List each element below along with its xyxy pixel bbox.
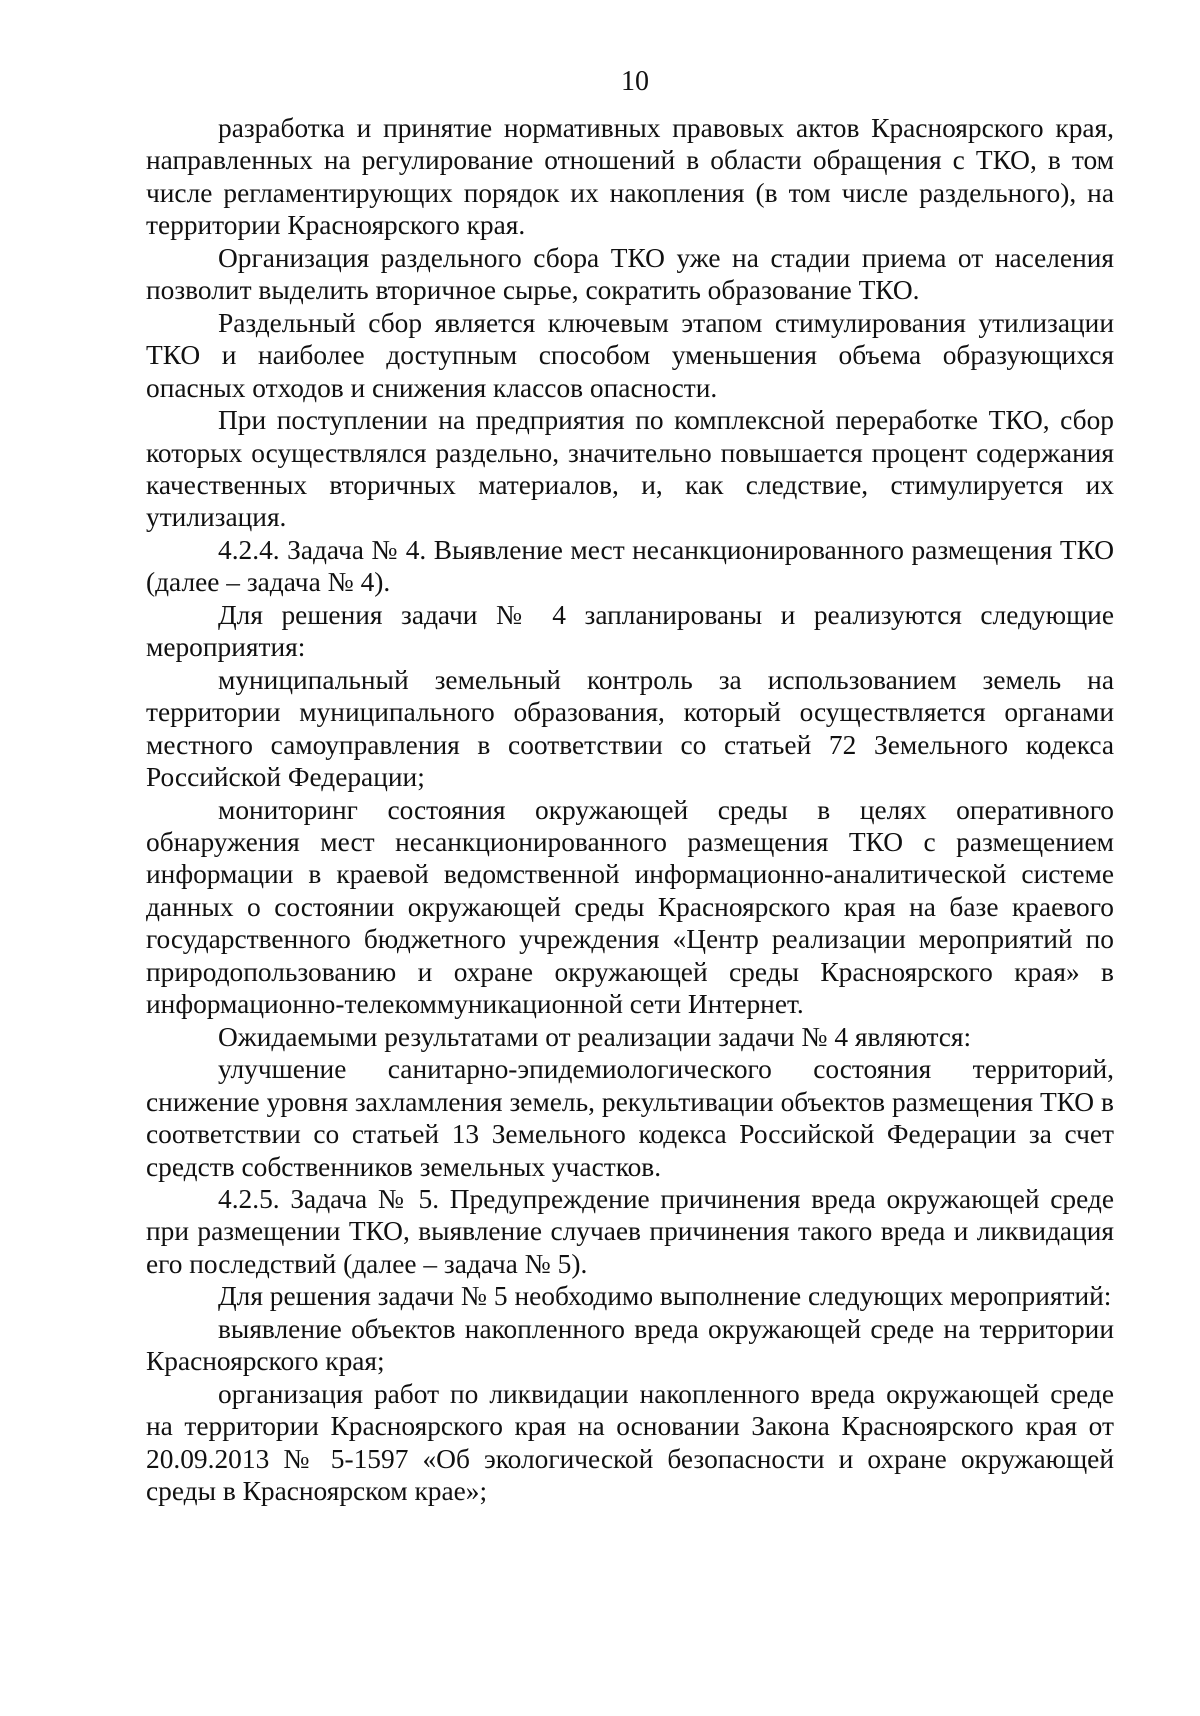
paragraph-task-4-measures-intro: Для решения задачи № 4 запланированы и реализуются следующие мероприятия:: [146, 599, 1114, 663]
paragraph-legal-acts: разработка и принятие нормативных правовых актов Красноярского края, направленных на регулирование отношений в области обращения с ТКО, в том числе регламентирующих порядок их накопления (в том числе раздельного), на территории Красноярского края.: [146, 113, 1114, 241]
paragraph-task-4-results-intro: Ожидаемыми результатами от реализации задачи № 4 являются:: [218, 1021, 972, 1052]
list-item-sanitary-improvement: улучшение санитарно-эпидемиологического состояния территорий, снижение уровня захламления земель, рекультивации объектов размещения ТКО в соответствии со статьей 13 Земельного кодекса Российской Федерации за счет средств собственников земельных участков.: [146, 1054, 1114, 1182]
paragraph-processing-enterprises: При поступлении на предприятия по комплексной переработке ТКО, сбор которых осуществлялся раздельно, значительно повышается процент содержания качественных вторичных материалов, и, как следствие, стимулируется их утилизация.: [146, 405, 1114, 533]
heading-task-5: 4.2.5. Задача № 5. Предупреждение причинения вреда окружающей среде при размещении ТКО, выявление случаев причинения такого вреда и ликвидация его последствий (далее – задача № 5).: [146, 1183, 1114, 1279]
heading-task-4: 4.2.4. Задача № 4. Выявление мест несанкционированного размещения ТКО (далее – задача № 4).: [146, 534, 1114, 598]
paragraph-task-5-measures-intro: Для решения задачи № 5 необходимо выполнение следующих мероприятий:: [218, 1281, 1112, 1312]
page-number: 10: [621, 66, 649, 97]
document-body: [146, 112, 1114, 1507]
list-item-identify-accumulated-harm: выявление объектов накопленного вреда окружающей среде на территории Красноярского края;: [146, 1313, 1114, 1377]
list-item-environment-monitoring: мониторинг состояния окружающей среды в целях оперативного обнаружения мест несанкционированного размещения ТКО с размещением информации в краевой ведомственной информационно-аналитической системе данных о состоянии окружающей среды Красноярского края на базе краевого государственного бюджетного учреждения «Центр реализации мероприятий по природопользованию и охране окружающей среды Красноярского края» в информационно-телекоммуникационной сети Интернет.: [146, 794, 1114, 1020]
list-item-land-control: муниципальный земельный контроль за использованием земель на территории муниципального образования, который осуществляется органами местного самоуправления в соответствии со статьей 72 Земельного кодекса Российской Федерации;: [146, 664, 1114, 793]
paragraph-separate-collection-key-stage: Раздельный сбор является ключевым этапом стимулирования утилизации ТКО и наиболее доступным способом уменьшения объема образующихся опасных отходов и снижения классов опасности.: [146, 307, 1114, 403]
paragraph-separate-collection-organization: Организация раздельного сбора ТКО уже на стадии приема от населения позволит выделить вторичное сырье, сократить образование ТКО.: [146, 242, 1114, 306]
list-item-liquidation-works: организация работ по ликвидации накопленного вреда окружающей среде на территории Красноярского края на основании Закона Красноярского края от 20.09.2013 № 5-1597 «Об экологической безопасности и охране окружающей среды в Красноярском крае»;: [146, 1378, 1114, 1507]
